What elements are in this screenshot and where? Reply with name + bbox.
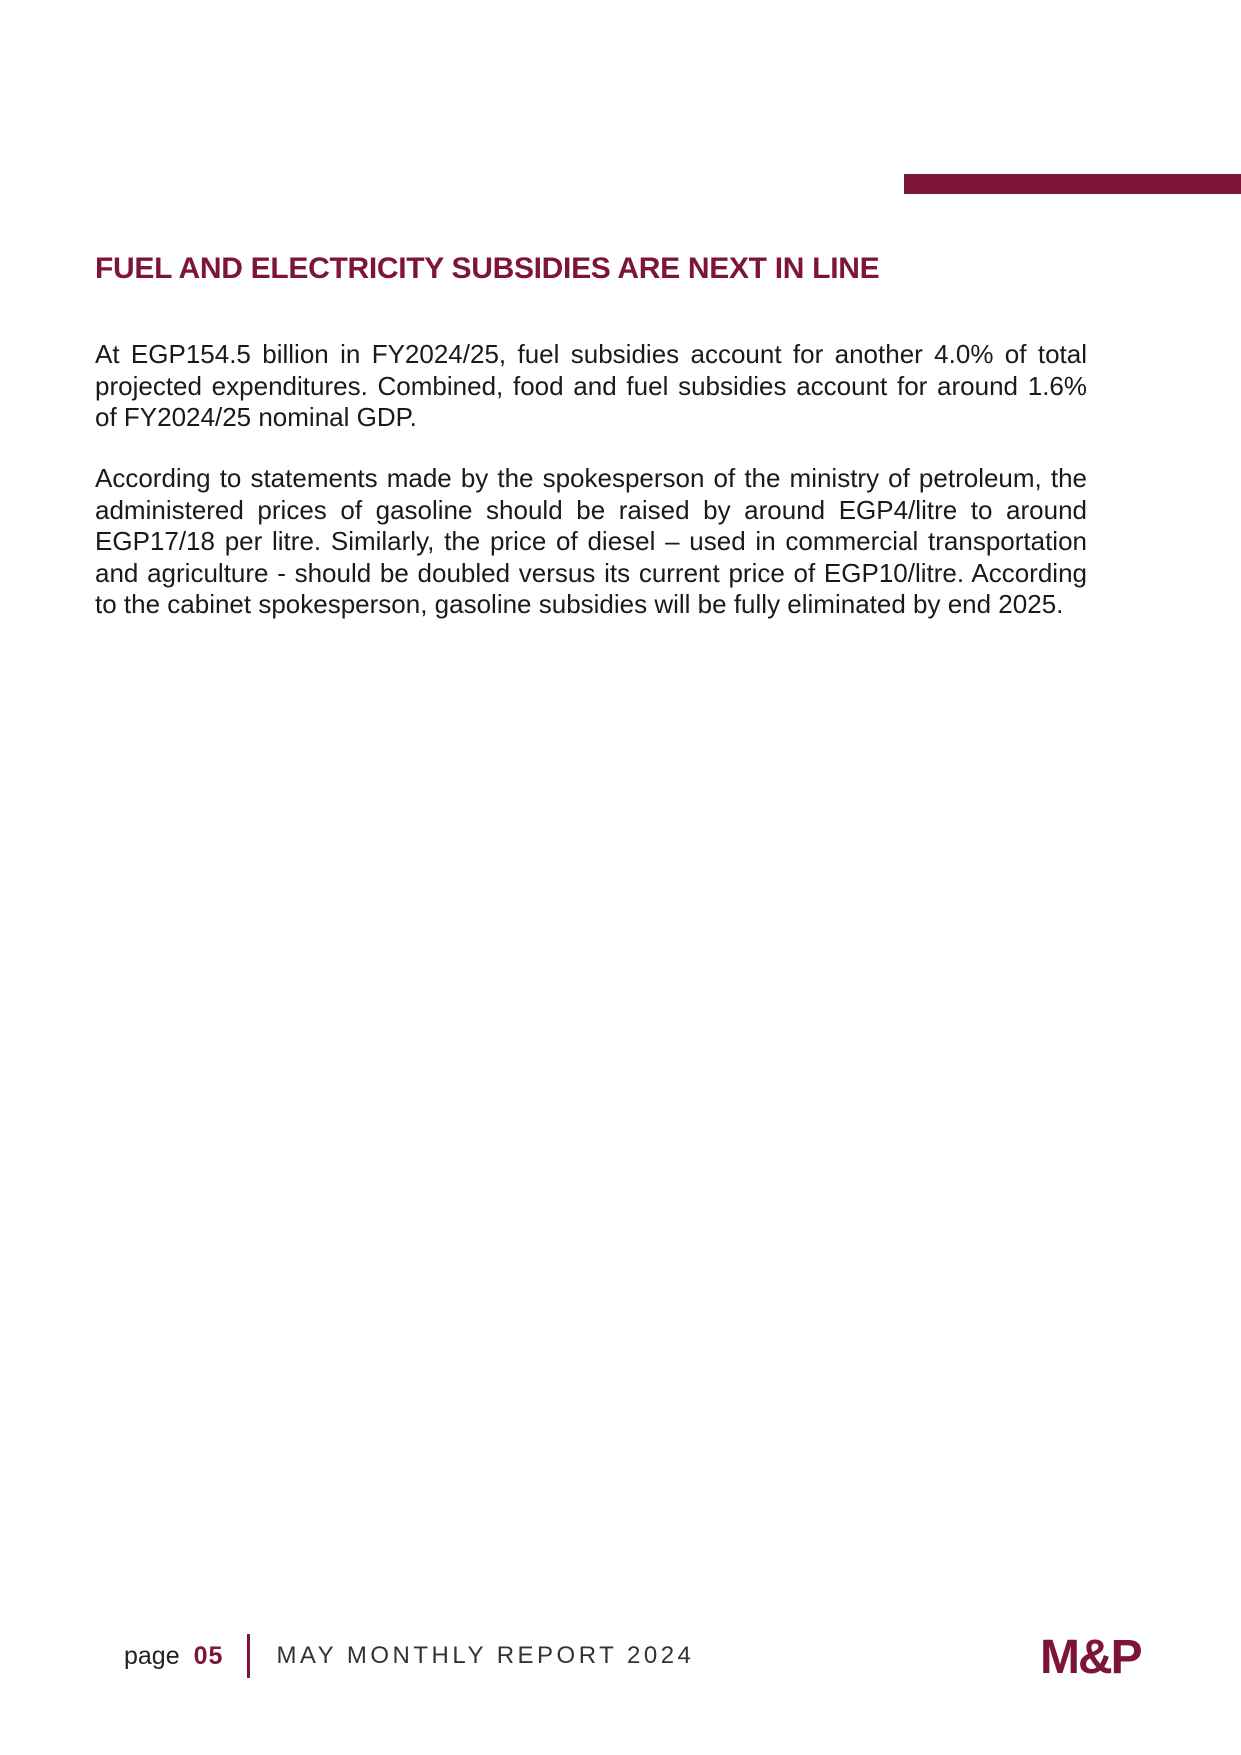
body-paragraph-2: According to statements made by the spokesperson of the ministry of petroleum, the administered prices of gasoline should be raised by around EGP4/litre to around EGP17/18 per litre. Similarly, the price of diesel – used in commercial transportation and agriculture - should be doubled versus its current price of EGP10/litre. According to the cabinet spokesperson, gasoline subsidies will be fully eliminated by end 2025. (95, 463, 1087, 619)
page-footer (124, 1632, 694, 1680)
body-paragraph-1: At EGP154.5 billion in FY2024/25, fuel subsidies account for another 4.0% of total projected expenditures. Combined, food and fuel subsidies account for around 1.6% of FY2024/25 nominal GDP. (95, 339, 1087, 432)
footer-divider (247, 1634, 250, 1678)
header-accent-bar (904, 174, 1241, 194)
report-title: MAY MONTHLY REPORT 2024 (276, 1642, 695, 1669)
company-logo: M&P (1040, 1631, 1141, 1684)
section-heading: FUEL AND ELECTRICITY SUBSIDIES ARE NEXT IN LINE (95, 252, 880, 285)
page-label: page (124, 1641, 180, 1670)
page-number: 05 (193, 1641, 224, 1670)
